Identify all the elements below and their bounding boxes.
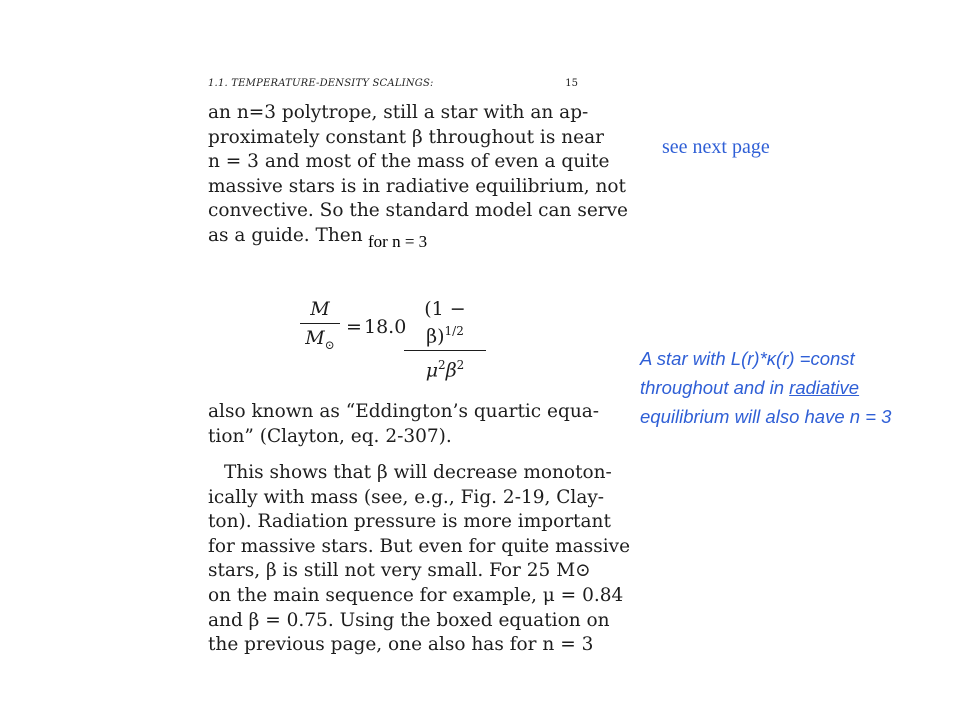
underlined-word: radiative bbox=[789, 377, 860, 398]
paragraph-3 bbox=[208, 461, 631, 658]
equation-rhs-numerator: $(1 - \beta)^{1/2}$ bbox=[424, 298, 466, 348]
text-line: an n=3 polytrope, still a star with an ap- bbox=[208, 102, 589, 123]
text-line: for massive stars. But even for quite massive bbox=[208, 535, 631, 557]
page-number: 15 bbox=[565, 78, 578, 89]
section-title: 1.1. TEMPERATURE-DENSITY SCALINGS: bbox=[208, 78, 434, 89]
text-line: This shows that β will decrease monoton- bbox=[224, 462, 612, 483]
text-line: and β = 0.75. Using the boxed equation on bbox=[208, 609, 610, 631]
note-line: A star with L(r)*κ(r) =const bbox=[640, 348, 855, 369]
text-line: as a guide. Then bbox=[208, 224, 363, 246]
text-line: ton). Radiation pressure is more important bbox=[208, 511, 611, 533]
text-line: proximately constant β throughout is near bbox=[208, 126, 604, 148]
paragraph-1 bbox=[208, 101, 629, 249]
text-line: on the main sequence for example, μ = 0.84 bbox=[208, 584, 624, 606]
text-line: n = 3 and most of the mass of even a quite bbox=[208, 151, 610, 173]
text-line: tion” (Clayton, eq. 2-307). bbox=[208, 425, 452, 447]
text-line: ically with mass (see, e.g., Fig. 2-19, Clay- bbox=[208, 486, 605, 508]
mass-ratio-fraction bbox=[300, 298, 340, 356]
eddington-quartic-equation bbox=[296, 298, 496, 382]
equals-sign: = bbox=[346, 316, 362, 338]
paragraph-2 bbox=[208, 400, 600, 449]
note-line: throughout and in radiative bbox=[640, 377, 860, 398]
text-line: convective. So the standard model can serve bbox=[208, 200, 629, 222]
text-line: stars, β is still not very small. For 25 M⊙ bbox=[208, 560, 591, 582]
fraction-bar bbox=[300, 323, 340, 324]
equation-lhs-numerator: M bbox=[310, 298, 330, 320]
inserted-note-for-n3: for n = 3 bbox=[368, 232, 428, 251]
equation-coefficient: 18.0 bbox=[364, 316, 407, 338]
running-header bbox=[208, 78, 578, 94]
text-line: also known as “Eddington’s quartic equa- bbox=[208, 401, 600, 422]
text-line: massive stars is in radiative equilibrium, not bbox=[208, 175, 626, 197]
fraction-bar bbox=[404, 350, 486, 351]
radiative-equilibrium-note bbox=[640, 344, 950, 431]
equation-rhs-denominator: $\mu^2\beta^2$ bbox=[425, 358, 465, 382]
text-line: the previous page, one also has for n = 3 bbox=[208, 634, 594, 656]
beta-fraction bbox=[404, 298, 486, 382]
see-next-page-note: see next page bbox=[662, 136, 770, 158]
equation-lhs-denominator: $M_⊙$ bbox=[305, 327, 335, 352]
note-line: equilibrium will also have n = 3 bbox=[640, 406, 892, 427]
